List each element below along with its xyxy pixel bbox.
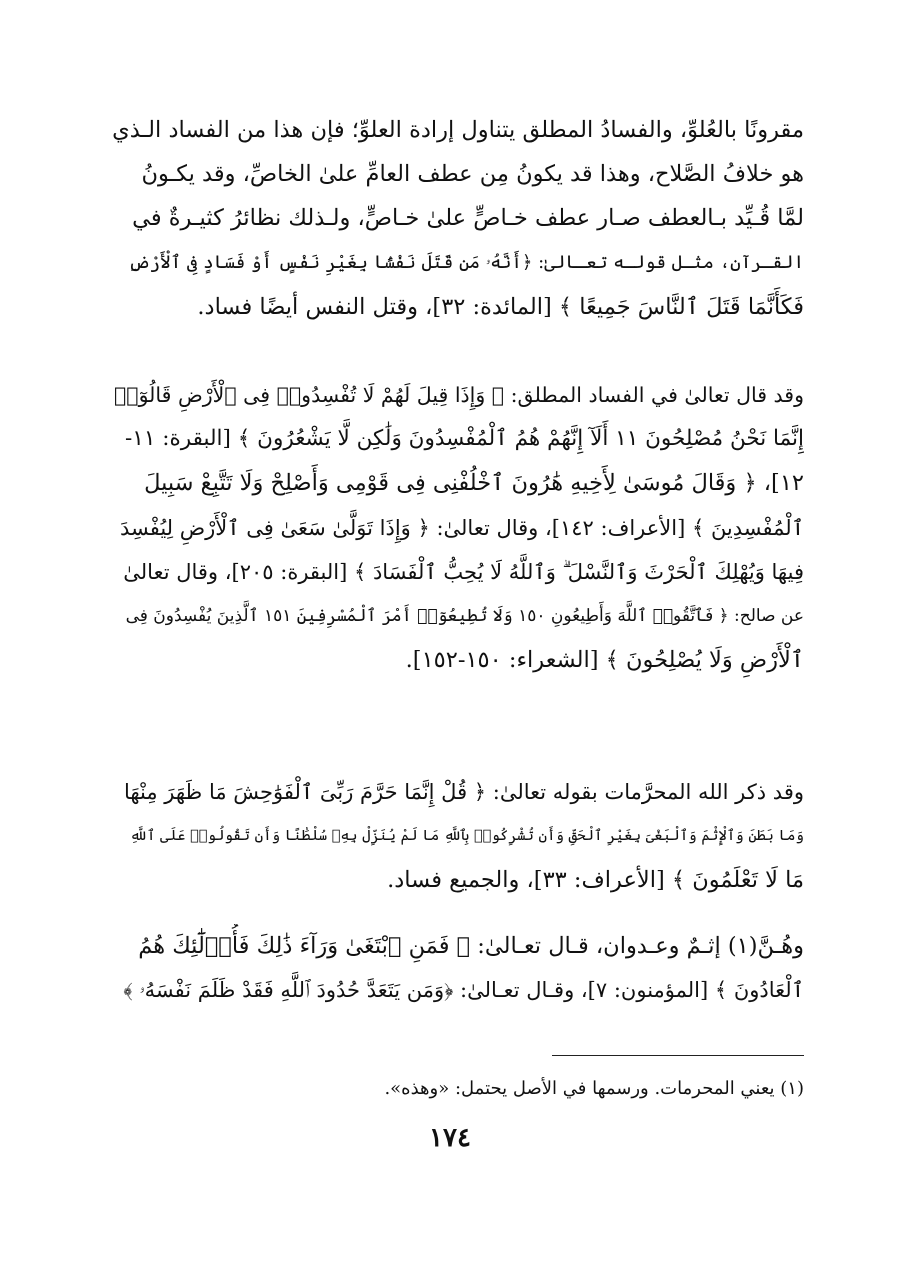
text-line: فِيهَا وَيُهْلِكَ ٱلْحَرْثَ وَٱلنَّسْلَ ۗ وَٱللَّهُ لَا يُحِبُّ ٱلْفَسَادَ ﴾ [البقرة: ٢٠٥]، وقال تعالىٰ [123,559,804,584]
text-line: ٱلْمُفْسِدِينَ ﴾ [الأعراف: ١٤٢]، وقال تعالىٰ: ﴿ وَإِذَا تَوَلَّىٰ سَعَىٰ فِى ٱلْأَرْضِ لِيُفْسِدَ [119,515,804,540]
footnote: (١) يعني المحرمات. ورسمها في الأصل يحتمل: «وهذه». [384,1078,804,1099]
text-line: ٱلْعَادُونَ ﴾ [المؤمنون: ٧]، وقـال تعـالىٰ: ﴿وَمَن يَتَعَدَّ حُدُودَ ٱللَّهِ فَقَدْ ظَلَمَ نَفْسَهُۥ ﴾ [123,978,804,1003]
text-line: وقد ذكر الله المحرَّمات بقوله تعالىٰ: ﴿ قُلْ إِنَّمَا حَرَّمَ رَبِّىَ ٱلْفَوَٰحِشَ مَا ظَهَرَ مِنْهَا [123,780,804,804]
text-line: ١٢]، ﴿ وَقَالَ مُوسَىٰ لِأَخِيهِ هَٰرُونَ ٱخْلُفْنِى فِى قَوْمِى وَأَصْلِحْ وَلَا تَتَّبِعْ سَبِيلَ [144,470,804,497]
text-line: عن صالح: ﴿ فَٱتَّقُوا۟ ٱللَّهَ وَأَطِيعُونِ ١٥٠ وَلَا تُطِيعُوٓا۟ أَمْرَ ٱلْمُسْرِفِينَ ١٥١ ٱلَّذِينَ يُفْسِدُونَ فِى [125,605,804,626]
paragraph-1 [112,108,804,329]
text-line: وَمَا بَطَنَ وَٱلْإِثْمَ وَٱلْبَغْىَ بِغَيْرِ ٱلْحَقِّ وَأَن تُشْرِكُوا۟ بِٱللَّهِ مَا لَمْ يُنَزِّلْ بِهِۦ سُلْطَٰنًا وَأَن تَقُولُوا۟ عَلَى ٱللَّهِ [129,828,804,845]
text-line: مقرونًا بالعُلوِّ، والفسادُ المطلق يتناول إرادة العلوِّ؛ فإن هذا من الفساد الـذي [112,117,804,143]
paragraph-3 [112,770,804,903]
paragraph-2 [112,373,804,682]
text-line: هو خلافُ الصَّلاح، وهذا قد يكونُ مِن عطف العامِّ علىٰ الخاصِّ، وقد يكـونُ [141,161,804,188]
text-line: وقد قال تعالىٰ في الفساد المطلق: ﴿ وَإِذَا قِيلَ لَهُمْ لَا تُفْسِدُوا۟ فِى ٱلْأَرْضِ قَالُوٓا۟ [113,383,804,407]
text-line: ٱلْأَرْضِ وَلَا يُصْلِحُونَ ﴾ [الشعراء: ١٥٠-١٥٢]. [405,647,804,674]
footnote-divider [552,1055,804,1056]
text-line: وهُـنَّ(١) إثـمٌ وعـدوان، قـال تعـالىٰ: ﴿ فَمَنِ ٱبْتَغَىٰ وَرَآءَ ذَٰلِكَ فَأُو۟لَٰٓئِكَ هُمُ [138,933,804,959]
text-line: القـرآن، مثـل قولـه تعـالىٰ: ﴿أَنَّهُۥ مَن قَتَلَ نَفْسًۢا بِغَيْرِ نَفْسٍ أَوْ فَسَادٍ فِى ٱلْأَرْضِ [128,251,804,273]
text-line: إِنَّمَا نَحْنُ مُصْلِحُونَ ١١ أَلَآ إِنَّهُمْ هُمُ ٱلْمُفْسِدُونَ وَلَٰكِن لَّا يَشْعُرُونَ ﴾ [البقرة: ١١- [125,426,804,452]
text-line: مَا لَا تَعْلَمُونَ ﴾ [الأعراف: ٣٣]، والجميع فساد. [387,867,804,894]
page-number: ١٧٤ [429,1123,471,1153]
text-line: لمَّا قُـيِّد بـالعطف صـار عطف خـاصٍّ علىٰ خـاصٍّ، ولـذلك نظائرُ كثيـرةٌ في [132,205,804,232]
paragraph-4 [112,924,804,1012]
text-line: فَكَأَنَّمَا قَتَلَ ٱلنَّاسَ جَمِيعًا ﴾ [المائدة: ٣٢]، وقتل النفس أيضًا فساد. [197,293,804,320]
